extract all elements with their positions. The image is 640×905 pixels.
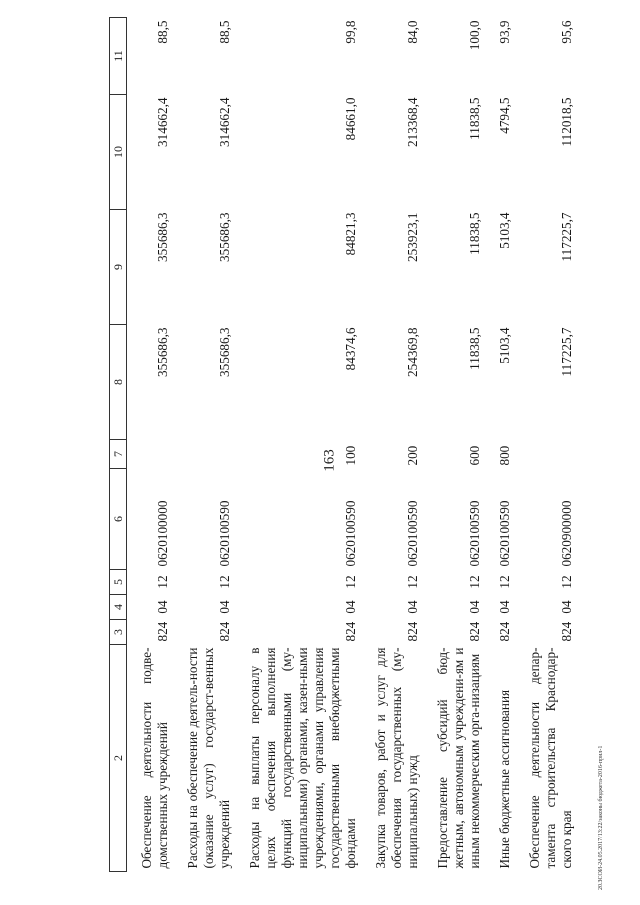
- cell-col-9: 253923,1: [405, 212, 420, 262]
- header-cell: 4: [110, 595, 127, 620]
- cell-col-8: 5103,4: [497, 327, 512, 364]
- header-cell: 7: [110, 440, 127, 469]
- cell-col-6: 0620100590: [217, 500, 232, 567]
- cell-col-8: 254369,8: [405, 327, 420, 377]
- cell-col-9: 355686,3: [155, 212, 170, 262]
- cell-row-name: Расходы на выплаты персоналу в целях обеспечения выполнения функций государственными (му-ниципальными) органами, казен-ными учреждениями, органами управления государственными внебюджетными фондами: [247, 647, 358, 869]
- table-row: [245, 18, 361, 872]
- header-cell: 3: [110, 620, 127, 645]
- cell-row-name: Иные бюджетные ассигнования: [497, 689, 512, 869]
- cell-col-9: 11838,5: [467, 212, 482, 255]
- cell-col-7: 800: [497, 445, 512, 466]
- table-row: [137, 18, 173, 872]
- cell-col-10: 213368,4: [405, 97, 420, 147]
- cell-col-7: 600: [467, 445, 482, 466]
- cell-col-5: 12: [217, 575, 232, 589]
- cell-row-name: Закупка товаров, работ и услуг для обеспечения государственных (му-ниципальных) нужд: [373, 647, 420, 869]
- cell-row-name: Обеспечение деятельности подве-домственных учреждений: [139, 647, 170, 869]
- cell-col-11: 100,0: [467, 20, 482, 51]
- cell-col-3: 824: [343, 621, 358, 642]
- cell-col-11: 84,0: [405, 20, 420, 44]
- table-row: [433, 18, 485, 872]
- cell-col-7: [137, 440, 173, 469]
- cell-col-5: 12: [467, 575, 482, 589]
- cell-col-11: 99,8: [343, 20, 358, 44]
- cell-col-4: 04: [343, 600, 358, 614]
- cell-row-name: Расходы на обеспечение деятель-ности (оказание услуг) государст-венных учреждений: [185, 647, 232, 869]
- cell-col-10: 314662,4: [155, 97, 170, 147]
- cell-col-9: 84821,3: [343, 212, 358, 256]
- cell-col-3: 824: [497, 621, 512, 642]
- cell-col-3: 824: [559, 621, 574, 642]
- cell-col-7: 100: [343, 445, 358, 466]
- table-row: [495, 18, 515, 872]
- table-row: [371, 18, 423, 872]
- cell-col-6: 0620900000: [559, 500, 574, 567]
- page-number: 163: [321, 449, 338, 472]
- cell-col-3: 824: [467, 621, 482, 642]
- cell-row-name: Предоставление субсидий бюд-жетным, автономным учреждени-ям и иным некоммерческим орга-низациям: [435, 647, 482, 869]
- cell-col-10: 112018,5: [559, 97, 574, 147]
- cell-col-4: 04: [405, 600, 420, 614]
- cell-col-10: 4794,5: [497, 97, 512, 134]
- footer-code: 20.ЗСОИ-24.05.2017/13:22/законы бюджета-2016-прил-1: [598, 745, 604, 890]
- cell-col-3: 824: [155, 621, 170, 642]
- cell-col-6: 0620100000: [155, 500, 170, 567]
- cell-col-4: 04: [155, 600, 170, 614]
- cell-col-5: 12: [343, 575, 358, 589]
- cell-col-8: 117225,7: [559, 327, 574, 377]
- cell-col-9: 5103,4: [497, 212, 512, 249]
- cell-col-6: 0620100590: [343, 500, 358, 567]
- cell-col-11: 93,9: [497, 20, 512, 44]
- header-cell: 11: [110, 18, 127, 95]
- cell-col-4: 04: [467, 600, 482, 614]
- cell-col-7: [525, 440, 577, 469]
- header-cell: 6: [110, 469, 127, 570]
- cell-col-5: 12: [155, 575, 170, 589]
- cell-col-11: 88,5: [217, 20, 232, 44]
- header-cell: 9: [110, 210, 127, 325]
- cell-col-7: [183, 440, 235, 469]
- cell-col-8: 355686,3: [155, 327, 170, 377]
- cell-col-5: 12: [559, 575, 574, 589]
- header-cell: 5: [110, 570, 127, 595]
- cell-col-8: 355686,3: [217, 327, 232, 377]
- header-cell: 10: [110, 95, 127, 210]
- cell-col-11: 95,6: [559, 20, 574, 44]
- cell-col-5: 12: [405, 575, 420, 589]
- header-cell: 2: [110, 645, 127, 872]
- cell-col-10: 11838,5: [467, 97, 482, 140]
- cell-col-5: 12: [497, 575, 512, 589]
- table-row: [525, 18, 577, 872]
- cell-col-10: 314662,4: [217, 97, 232, 147]
- cell-col-9: 117225,7: [559, 212, 574, 262]
- cell-col-6: 0620100590: [467, 500, 482, 567]
- cell-col-8: 11838,5: [467, 327, 482, 370]
- table-row: [183, 18, 235, 872]
- cell-col-9: 355686,3: [217, 212, 232, 262]
- header-cell: 8: [110, 325, 127, 440]
- cell-col-3: 824: [217, 621, 232, 642]
- table-header-row: [110, 18, 127, 872]
- cell-col-7: 200: [405, 445, 420, 466]
- cell-col-6: 0620100590: [405, 500, 420, 567]
- cell-col-6: 0620100590: [497, 500, 512, 567]
- cell-col-4: 04: [559, 600, 574, 614]
- budget-table-container: [109, 20, 629, 872]
- budget-table: [109, 17, 577, 872]
- cell-col-4: 04: [217, 600, 232, 614]
- cell-col-8: 84374,6: [343, 327, 358, 371]
- cell-col-4: 04: [497, 600, 512, 614]
- cell-col-3: 824: [405, 621, 420, 642]
- cell-col-10: 84661,0: [343, 97, 358, 141]
- cell-row-name: Обеспечение деятельности депар-тамента строительства Краснодар-ского края: [527, 647, 574, 869]
- cell-col-11: 88,5: [155, 20, 170, 44]
